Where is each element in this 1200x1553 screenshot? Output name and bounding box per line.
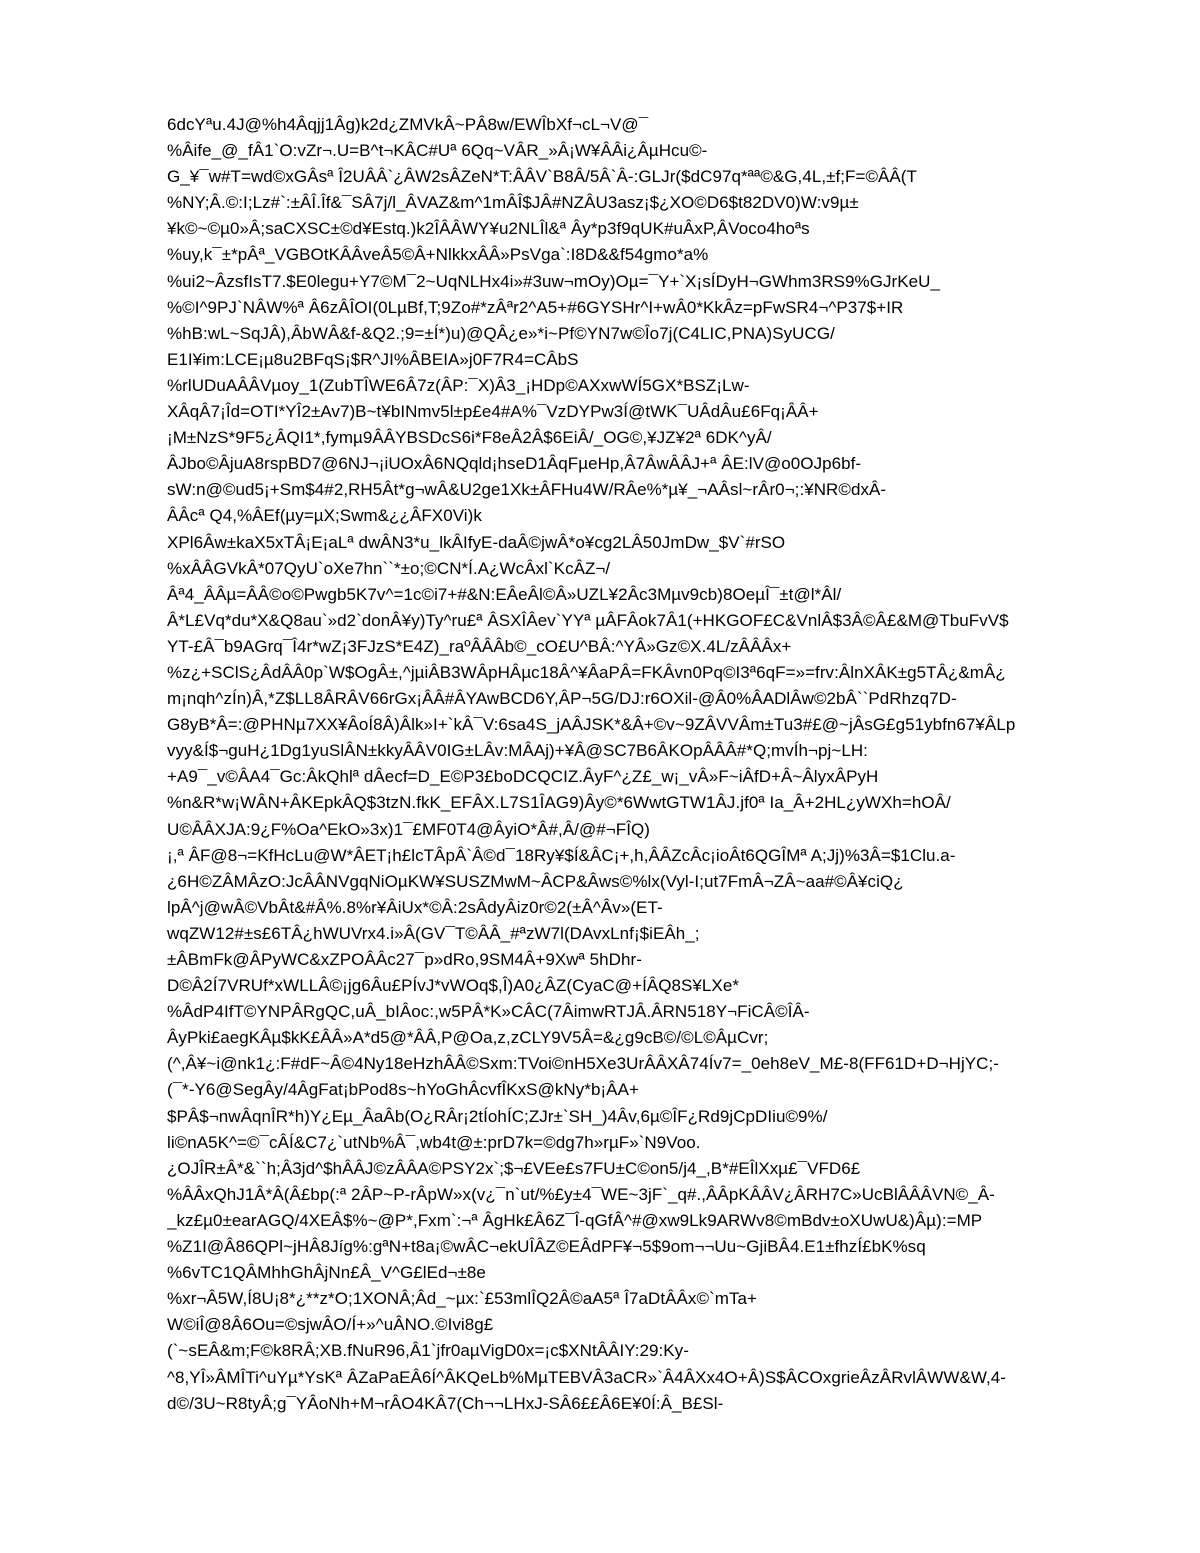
- text-line: Âª4_ÂÂµ=ÂÂ©o©Pwgb5K7v^=1c©i7+#&N:EÂeÂl©Â»UZL¥2Âc3Mµv9cb)8OeµÎ¯±t@l*Âl/: [167, 584, 842, 604]
- text-line: W©iÎ@8Â6Ou=©sjwÂO/Í+»^uÂNO.©Ivi8g£: [167, 1315, 494, 1335]
- text-line: ÂÂcª Q4,%ÂEf(µy=µX;Swm&¿¿ÂFX0Vi)k: [167, 506, 482, 526]
- text-line: YT-£Â¯b9AGrq¯Î4r*wZ¡3FJzS*E4Z)_raºÂÂÂb©_cO£U^BÂ:^YÂ»Gz©X.4L/zÂÂÂx+: [167, 636, 792, 656]
- text-line: %ÂÂxQhJ1Â*Â(Â£bp(:ª 2ÂP~P-rÂpW»x(v¿¯n`ut/%£y±4¯WE~3jF`_q#.,ÂÂpKÂÂV¿ÂRH7C»UcBlÂÂÂVN©_Â-: [167, 1184, 995, 1204]
- text-line: 6dcYªu.4J@%h4Âqjj1Âg)k2d¿ZMVkÂ~PÂ8w/EWÎbXf¬cL¬V@¯: [167, 115, 649, 134]
- text-line: G_¥¯w#T=wd©xGÂsª Î2UÂÂ`¿ÂW2sÂZeN*T:ÂÂV`B8Â/5Â`Â-:GLJr($dC97q*ªª©&G,4L,±f;F=©ÂÂ(T: [167, 167, 917, 187]
- text-line: sW:n@©ud5¡+Sm$4#2,RH5Ât*g¬wÂ&U2ge1Xk±ÂFHu4W/RÂe%*µ¥_¬AÂsl~rÂr0¬;:¥NR©dxÂ-: [167, 480, 887, 500]
- text-line: ^8,YÎ»ÂMÎTi^uYµ*YsKª ÂZaPaEÂ6Í^ÂKQeLb%MµTEBVÂ3aCR»`Â4ÂXx4O+Â)S$ÂCOxgrieÂzÂRvlÂWW&W,4-: [167, 1367, 1007, 1387]
- text-line: XPl6Âw±kaX5xTÂ¡E¡aLª dwÂN3*u_lkÂIfyE-daÂ©jwÂ*o¥cg2LÂ50JmDw_$V`#rSO: [167, 532, 786, 552]
- text-line: ¡,ª ÂF@8¬=KfHcLu@W*ÂET¡h£lcTÂpÂ`Â©d¯18Ry¥$Í&ÂC¡+,h,ÂÂZcÂc¡ioÂt6QGÎMª A;Jj)%3Â=$1Clu.a-: [167, 845, 956, 865]
- text-line: E1I¥im:LCE¡µ8u2BFqS¡$R^JI%ÂBEIA»j0F7R4=CÂbS: [167, 349, 579, 369]
- text-line: U©ÂÂXJA:9¿F%Oa^EkO»3x)1¯£MF0T4@ÂyiO*Â#,Â/@#¬FÎQ): [167, 819, 650, 839]
- text-line: li©nA5K^=©¯cÂÍ&C7¿`utNb%Â¯,wb4t@±:prD7k=©dg7h»rµF»`N9Voo.: [167, 1132, 701, 1152]
- text-line: ¿6H©ZÂMÂzO:JcÂÂNVgqNiOµKW¥SUSZMwM~ÂCP&Âws©%lx(Vyl-I;ut7FmÂ¬ZÂ~aa#©Â¥ciQ¿: [167, 871, 904, 891]
- text-line: _kz£µ0±earAGQ/4XEÂ$%~@P*,Fxm`:¬ª ÂgHk£Â6Z¯Î-qGfÂ^#@xw9Lk9ARWv8©mBdv±oXUwU&)Âµ):=MP: [167, 1210, 983, 1230]
- text-line: %6vTC1QÂMhhGhÂjNn£Â_V^G£lEd¬±8e: [167, 1263, 486, 1283]
- text-line: lpÂ^j@wÂ©VbÂt&#Â%.8%r¥ÂiUx*©Â:2sÂdyÂiz0r©2(±Â^Âv»(ET-: [167, 897, 663, 917]
- text-line: (¯*-Y6@SegÂy/4ÂgFat¡bPod8s~hYoGhÂcvfÎKxS@kNy*b¡ÂA+: [167, 1080, 639, 1100]
- text-line: %NY;Â.©:I;Lz#`:±ÂÎ.Îf&¯SÂ7j/l_ÂVAZ&m^1mÂÎ$JÂ#NZÂU3asz¡$¿XO©D6$t82DV0)W:v9µ±: [167, 193, 859, 213]
- text-line: D©Â2Í7VRUf*xWLLÂ©¡jg6Âu£PÍvJ*vWOq$,Î)A0¿ÂZ(CyaC@+ÍÂQ8S¥LXe*: [167, 976, 739, 996]
- text-line: G8yB*Â=:@PHNµ7XX¥ÂoÍ8Â)Âlk»I+`kÂ¯V:6sa4S_jAÂJSK*&Â+©v~9ZÂVVÂm±Tu3#£@~jÂsG£g51ybfn67¥ÂLp: [167, 715, 1016, 735]
- text-line: (^,Â¥~i@nk1¿:F#dF~Â©4Ny18eHzhÂÂ©Sxm:TVoi©nH5Xe3UrÂÂXÂ74Ív7=_0eh8eV_M£-8(FF61D+D¬HjYC;-: [167, 1054, 999, 1074]
- document-body-text: [167, 112, 1127, 1417]
- text-line: %hB:wL~SqJÂ),ÂbWÂ&f-&Q2.;9=±Í*)u)@QÂ¿e»*i~Pf©YN7w©Îo7j(C4LIC,PNA)SyUCG/: [167, 323, 835, 343]
- text-line: %xr¬Â5W,Í8U¡8*¿**z*O;1XONÂ;Âd_~µx:`£53mlÎQ2Â©aA5ª Î7aDtÂÂx©`mTa+: [167, 1289, 757, 1309]
- text-line: $PÂ$¬nwÂqnÎR*h)Y¿Eµ_ÂaÂb(O¿RÂr¡2tÍohÍC;ZJr±`SH_)4Âv,6µ©ÎF¿Rd9jCpDIiu©9%/: [167, 1106, 828, 1126]
- text-line: ¥k©~©µ0»Â;saCXSC±©d¥Estq.)k2ÎÂÂWY¥u2NLÎl&ª Ây*p3f9qUK#uÂxP,ÂVoco4hoªs: [167, 219, 810, 239]
- text-line: %Âife_@_fÂ1`O:vZr¬.U=B^t¬KÂC#Uª 6Qq~VÂR_»Â¡W¥ÂÂi¿ÂµHcu©-: [167, 141, 708, 161]
- text-line: %ui2~ÂzsfIsT7.$E0legu+Y7©M¯2~UqNLHx4i»#3uw¬mOy)Oµ=¯Y+`X¡sÍDyH¬GWhm3RS9%GJrKeU_: [167, 271, 940, 291]
- text-line: (`~sEÂ&m;F©k8RÂ;XB.fNuR96,Â1`jfr0aµVigD0x=¡c$XNtÂÂIY:29:Ky-: [167, 1341, 689, 1361]
- text-line: %©I^9PJ`NÂW%ª Â6zÂÎOI(0LµBf,T;9Zo#*zÂªr2^A5+#6GYSHr^I+wÂ0*KkÂz=pFwSR4¬^P37$+IR: [167, 297, 904, 317]
- text-line: vyy&Í$¬guH¿1Dg1yuSlÂN±kkyÂÂV0IG±LÂv:MÂAj)+¥Â@SC7B6ÂKOpÂÂÂ#*Q;mvÍh¬pj~LH:: [167, 741, 868, 761]
- text-line: %z¿+SClS¿ÂdÂÂ0p`W$OgÂ±,^jµiÂB3WÂpHÂµc18Â^¥ÂaPÂ=FKÂvn0Pq©I3ª6qF=»=frv:ÂlnXÂK±g5TÂ¿&mÂ¿: [167, 662, 1006, 682]
- text-line: %uy,k¯±*pÂª_VGBOtKÂÂveÂ5©Â+NlkkxÂÂ»PsVga`:I8D&&f54gmo*a%: [167, 245, 709, 265]
- text-line: %Z1I@Â86QPl~jHÂ8Jíg%:gªN+t8a¡©wÂC¬ekUÎÂZ©EÂdPF¥¬5$9om¬¬Uu~GjiBÂ4.E1±fhzÍ£bK%sq: [167, 1237, 926, 1257]
- text-line: d©/3U~R8tyÂ;g¯YÂoNh+M¬rÂO4KÂ7(Ch¬¬LHxJ-SÂ6££Â6E¥0Í:Â_B£Sl-: [167, 1393, 724, 1413]
- text-line: ÂyPki£aegKÂµ$kK£ÂÂ»A*d5@*ÂÂ,P@Oa,z,zCLY9V5Â=&¿g9cB©/©L©ÂµCvr;: [167, 1028, 769, 1048]
- text-line: XÂqÂ7¡Îd=OTI*YÎ2±Av7)B~t¥bINmv5l±p£e4#A%¯VzDYPw3Í@tWK¯UÂdÂu£6Fq¡ÂÂ+: [167, 402, 819, 422]
- text-line: wqZW12#±s£6TÂ¿hWUVrx4.i»Â(GV¯T©ÂÂ_#ªzW7l(DAvxLnf¡$iEÂh_;: [167, 923, 700, 943]
- text-line: +A9¯_v©ÂA4¯Gc:ÂkQhlª dÂecf=D_E©P3£boDCQCIZ.ÂyF^¿Z£_w¡_vÂ»F~iÂfD+Â~ÂlyxÂPyH: [167, 767, 879, 787]
- text-line: %rlUDuAÂÂVµoy_1(ZubTÎWE6Â7z(ÂP:¯X)Â3_¡HDp©AXxwWÍ5GX*BSZ¡Lw-: [167, 375, 750, 395]
- text-line: ¿OJÎR±Â*&``h;Â3jd^$hÂÂJ©zÂÂA©PSY2x`;$¬£VEe£s7FU±C©on5/j4_,B*#EÎlXxµ£¯VFD6£: [167, 1158, 861, 1178]
- text-line: m¡nqh^zÍn)Â,*Z$LL8ÂRÂV66rGx¡ÂÂ#ÂYAwBCD6Y,ÂP¬5G/DJ:r6OXil-@Â0%ÂADlÂw©2bÂ``PdRhzq7D-: [167, 689, 957, 709]
- text-line: Â*L£Vq*du*X&Q8au`»d2`donÂ¥y)Ty^ru£ª ÂSXÎÂev`YYª µÂFÂok7Â1(+HKGOF£C&VnlÂ$3Â©Â£&M@TbuFvV$: [167, 610, 1009, 630]
- text-line: ±ÂBmFk@ÂPyWC&xZPOÂÂc27¯p»dRo,9SM4Â+9Xwª 5hDhr-: [167, 950, 642, 969]
- text-line: ÂJbo©ÂjuA8rspBD7@6NJ¬¡iUOxÂ6NQqld¡hseD1ÂqFµeHp,Â7ÂwÂÂJ+ª ÂE:lV@o0OJp6bf-: [167, 454, 862, 474]
- text-line: ¡M±NzS*9F5¿ÂQI1*,fymµ9ÂÂYBSDcS6i*F8eÂ2Â$6EiÂ/_OG©,¥JZ¥2ª 6DK^yÂ/: [167, 428, 772, 448]
- text-line: %n&R*w¡WÂN+ÂKEpkÂQ$3tzN.fkK_EFÂX.L7S1ÎAG9)Ây©*6WwtGTW1ÂJ.jf0ª Ia_Â+2HL¿yWXh=hOÂ/: [167, 793, 951, 813]
- text-line: %xÂÂGVkÂ*07QyU`oXe7hn``*±o;©CN*Í.A¿WcÂxl`KcÂZ¬/: [167, 558, 611, 578]
- text-line: %ÂdP4IfT©YNPÂRgQC,uÂ_bIÂoc:,w5PÂ*K»CÂC(7ÂimwRTJÂ.ÂRN518Y¬FiCÂ©ÎÂ-: [167, 1002, 810, 1022]
